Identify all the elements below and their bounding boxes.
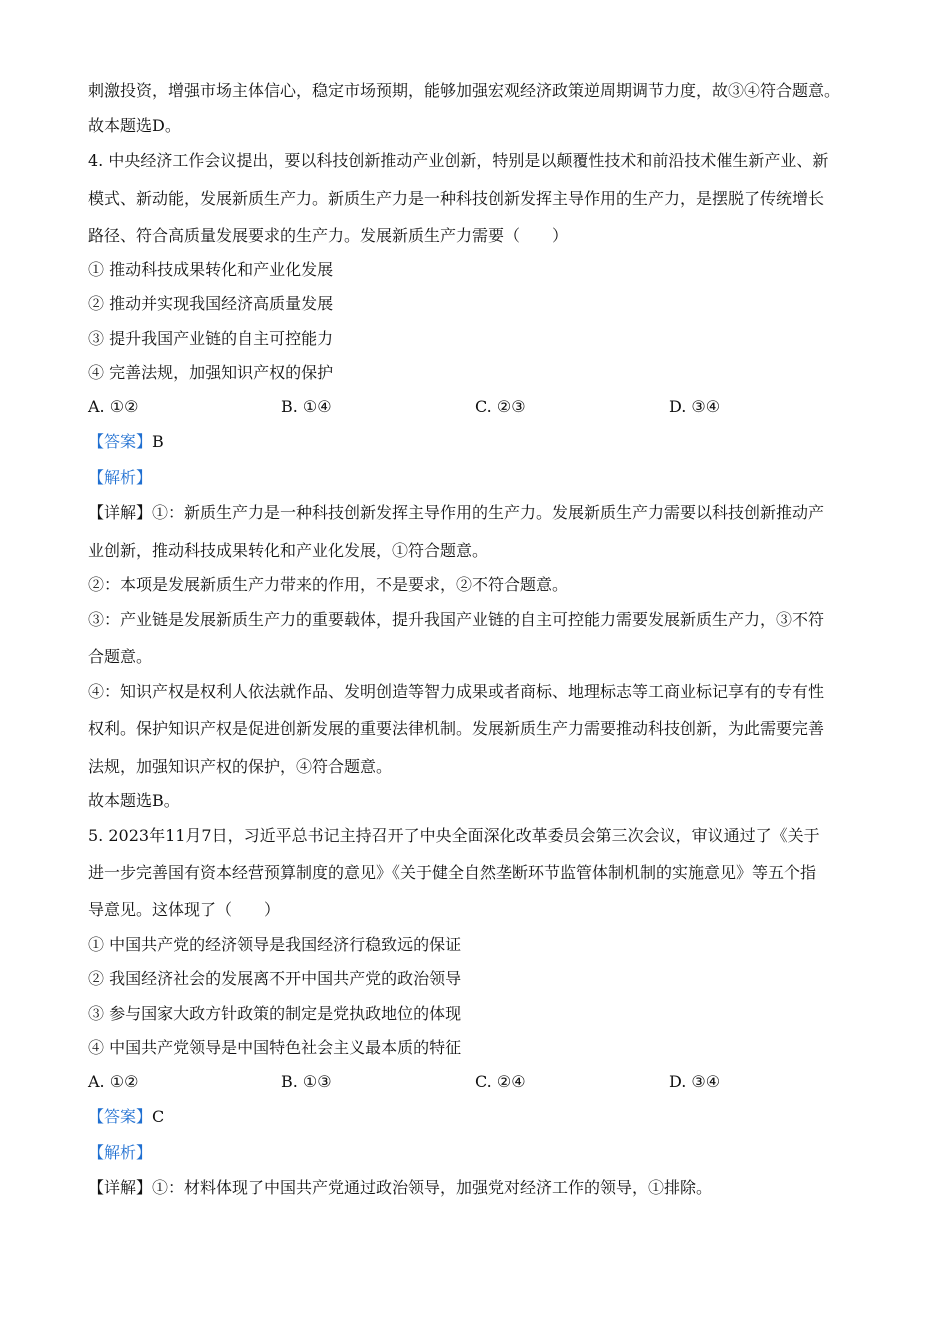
text-line: 刺激投资，增强市场主体信心，稳定市场预期，能够加强宏观经济政策逆周期调节力度，故③④符合题意。 — [88, 81, 841, 100]
q4-option-c: C. ②③ — [475, 397, 526, 416]
q4-detail-line — [88, 502, 824, 524]
q5-item: ④ 中国共产党领导是中国特色社会主义最本质的特征 — [88, 1038, 462, 1057]
q4-detail-line: ④：知识产权是权利人依法就作品、发明创造等智力成果或者商标、地理标志等工商业标记享有的专有性 — [88, 682, 825, 701]
q4-detail-text: ①：新质生产力是一种科技创新发挥主导作用的生产力。发展新质生产力需要以科技创新推动产 — [152, 503, 825, 522]
detail-tag: 【详解】 — [88, 503, 153, 522]
analysis-tag: 【解析】 — [88, 468, 153, 487]
q5-option-c: C. ②④ — [475, 1072, 526, 1091]
answer-tag: 【答案】 — [88, 1107, 153, 1126]
q4-stem-line: 4. 中央经济工作会议提出，要以科技创新推动产业创新，特别是以颠覆性技术和前沿技术催生新产业、新 — [88, 151, 829, 170]
q5-stem-line: 导意见。这体现了（ ） — [88, 900, 281, 919]
q4-option-b: B. ①④ — [281, 397, 332, 416]
q4-item: ② 推动并实现我国经济高质量发展 — [88, 294, 334, 313]
q4-stem-line: 模式、新动能，发展新质生产力。新质生产力是一种科技创新发挥主导作用的生产力，是摆脱了传统增长 — [88, 189, 825, 208]
q4-detail-line: 业创新，推动科技成果转化和产业化发展，①符合题意。 — [88, 541, 489, 560]
q4-analysis-line — [88, 467, 152, 489]
q4-option-a: A. ①② — [88, 397, 139, 416]
answer-tag: 【答案】 — [88, 432, 153, 451]
q4-option-d: D. ③④ — [669, 397, 721, 416]
q4-options — [88, 396, 868, 418]
q4-detail-line: 权利。保护知识产权是促进创新发展的重要法律机制。发展新质生产力需要推动科技创新，为此需要完善 — [88, 719, 825, 738]
q5-option-b: B. ①③ — [281, 1072, 332, 1091]
q5-answer-line — [88, 1106, 164, 1128]
q5-item: ② 我国经济社会的发展离不开中国共产党的政治领导 — [88, 969, 462, 988]
q5-stem-line: 5. 2023年11月7日，习近平总书记主持召开了中央全面深化改革委员会第三次会议，审议通过了《关于 — [88, 826, 820, 845]
q5-item: ① 中国共产党的经济领导是我国经济行稳致远的保证 — [88, 935, 462, 954]
q4-item: ③ 提升我国产业链的自主可控能力 — [88, 329, 334, 348]
q5-detail-text: ①：材料体现了中国共产党通过政治领导，加强党对经济工作的领导，①排除。 — [152, 1178, 713, 1197]
detail-tag: 【详解】 — [88, 1178, 153, 1197]
q4-detail-line: 合题意。 — [88, 647, 153, 666]
q4-answer: B — [152, 432, 164, 451]
q5-options — [88, 1071, 868, 1093]
q5-item: ③ 参与国家大政方针政策的制定是党执政地位的体现 — [88, 1004, 462, 1023]
q4-item: ④ 完善法规，加强知识产权的保护 — [88, 363, 334, 382]
q4-item: ① 推动科技成果转化和产业化发展 — [88, 260, 334, 279]
text-line: 故本题选D。 — [88, 116, 181, 135]
q4-stem-line: 路径、符合高质量发展要求的生产力。发展新质生产力需要（ ） — [88, 226, 569, 245]
q5-answer: C — [152, 1107, 165, 1126]
q4-detail-line: ②：本项是发展新质生产力带来的作用，不是要求，②不符合题意。 — [88, 575, 569, 594]
q5-detail-line — [88, 1177, 712, 1199]
q5-option-d: D. ③④ — [669, 1072, 721, 1091]
q4-answer-line — [88, 431, 164, 453]
analysis-tag: 【解析】 — [88, 1143, 153, 1162]
q5-analysis-line — [88, 1142, 152, 1164]
q4-detail-line: 法规，加强知识产权的保护，④符合题意。 — [88, 757, 393, 776]
q4-detail-line: ③：产业链是发展新质生产力的重要载体，提升我国产业链的自主可控能力需要发展新质生产力，③不符 — [88, 610, 825, 629]
q5-option-a: A. ①② — [88, 1072, 139, 1091]
q4-detail-line: 故本题选B。 — [88, 791, 180, 810]
q5-stem-line: 进一步完善国有资本经营预算制度的意见》《关于健全自然垄断环节监管体制机制的实施意见》等五个指 — [88, 863, 817, 882]
